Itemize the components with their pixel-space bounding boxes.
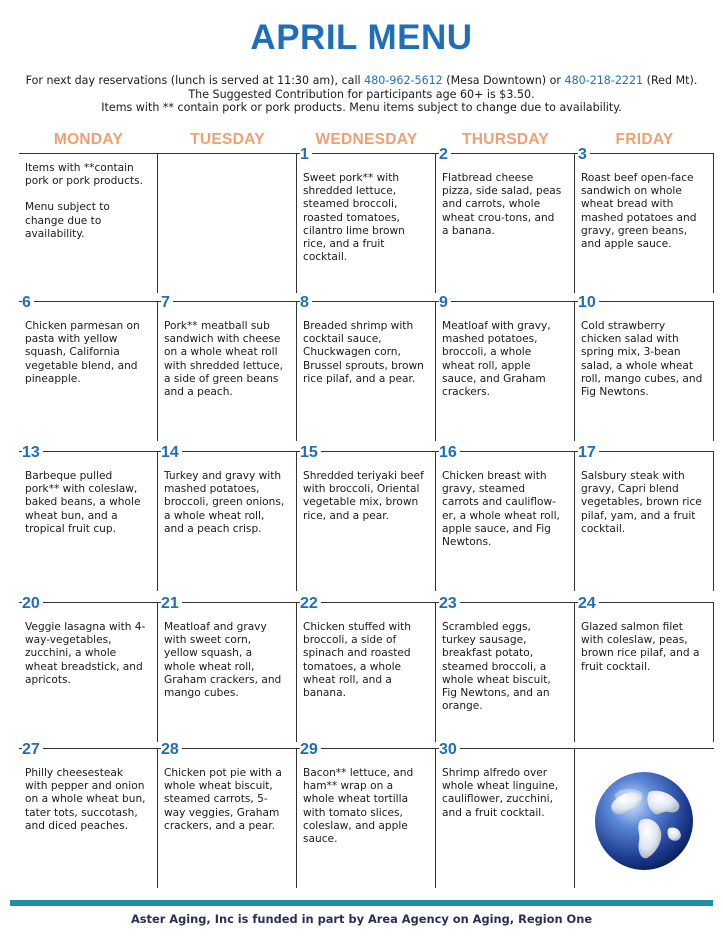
- day-menu: Salsbury steak with gravy, Capri blend vegetables, brown rice pilaf, yam, and a fruit cocktail.: [581, 470, 702, 535]
- day-menu: Turkey and gravy with mashed potatoes, broccoli, green onions, a whole wheat roll, and a peach crisp.: [164, 470, 285, 535]
- day-cell-23: [436, 597, 575, 743]
- day-menu: Bacon** lettuce, and ham** wrap on a whole wheat tortilla with tomato slices, coleslaw, and apple sauce.: [303, 767, 414, 846]
- phone-mesa-link[interactable]: 480-962-5612: [364, 74, 443, 87]
- day-cell-3: [575, 148, 714, 294]
- day-number: 9: [439, 294, 451, 312]
- day-cell-1: [297, 148, 436, 294]
- day-number: 21: [161, 595, 182, 613]
- day-menu: Veggie lasagna with 4-way-vegetables, zucchini, a whole wheat breadstick, and apricots.: [25, 621, 146, 686]
- day-menu: Cold strawberry chicken salad with spring mix, 3-bean salad, a whole wheat roll, mango cubes, and Fig Newtons.: [581, 320, 703, 399]
- day-number: 1: [300, 146, 312, 164]
- cell-divider: [713, 451, 714, 591]
- day-menu: Philly cheesesteak with pepper and onion on a whole wheat bun, tater tots, succotash, and diced peaches.: [25, 767, 146, 832]
- day-menu: Flatbread cheese pizza, side salad, peas and carrots, whole wheat crou-tons, and a banana.: [442, 172, 562, 237]
- cell-divider: [713, 301, 714, 441]
- day-cell-29: [297, 743, 436, 889]
- empty-day-cell: [158, 148, 297, 294]
- day-menu: Scrambled eggs, turkey sausage, breakfast potato, steamed broccoli, a whole wheat biscuit, Fig Newtons, and an orange.: [442, 621, 551, 713]
- cell-divider: [713, 602, 714, 742]
- day-number: 29: [300, 741, 321, 759]
- day-cell-27: [19, 743, 158, 889]
- day-menu: Roast beef open-face sandwich on whole wheat bread with mashed potatoes and gravy, green beans, and apple sauce.: [581, 172, 697, 251]
- day-number: 22: [300, 595, 321, 613]
- day-menu: Meatloaf and gravy with sweet corn, yellow squash, a whole wheat roll, Graham crackers, and mango cubes.: [164, 621, 282, 700]
- footer-text: Aster Aging, Inc is funded in part by Area Agency on Aging, Region One: [130, 912, 593, 926]
- day-cell-22: [297, 597, 436, 743]
- day-number: 30: [439, 741, 460, 759]
- day-number: 2: [439, 146, 451, 164]
- cell-rule: [158, 153, 297, 154]
- weekday-friday: FRIDAY: [615, 131, 674, 148]
- cell-rule: [575, 153, 714, 154]
- day-number: 23: [439, 595, 460, 613]
- cell-rule: [436, 301, 575, 302]
- weekday-monday: MONDAY: [53, 131, 124, 148]
- day-menu: Shrimp alfredo over whole wheat linguine, cauliflower, zucchini, and a fruit cocktail.: [442, 767, 559, 819]
- day-number: 28: [161, 741, 182, 759]
- day-cell-24: [575, 597, 714, 743]
- day-cell-10: [575, 296, 714, 442]
- reservation-mid: (Mesa Downtown) or: [442, 74, 565, 87]
- cell-rule: [575, 748, 714, 749]
- weekday-wednesday: WEDNESDAY: [315, 131, 418, 148]
- pork-notice-line: Items with ** contain pork or pork products. Menu items subject to change due to availability.: [101, 101, 622, 114]
- day-number: 16: [439, 444, 460, 462]
- day-cell-17: [575, 446, 714, 592]
- cell-divider: [713, 153, 714, 293]
- day-menu: Barbeque pulled pork** with coleslaw, baked beans, a whole wheat bun, and a tropical fruit cup.: [25, 470, 141, 535]
- cell-rule: [297, 153, 436, 154]
- day-cell-20: [19, 597, 158, 743]
- day-number: 3: [578, 146, 590, 164]
- intro-text: [10, 74, 713, 115]
- reservation-suffix: (Red Mt).: [643, 74, 698, 87]
- cell-rule: [19, 153, 158, 154]
- day-number: 17: [578, 444, 599, 462]
- day-cell-2: [436, 148, 575, 294]
- day-cell-21: [158, 597, 297, 743]
- notice-para-1: Items with **contain pork or pork products.: [25, 162, 143, 188]
- day-menu: Chicken pot pie with a whole wheat biscuit, steamed carrots, 5-way veggies, Graham crackers, and a pear.: [164, 767, 282, 832]
- day-cell-6: [19, 296, 158, 442]
- day-menu: Sweet pork** with shredded lettuce, steamed broccoli, roasted tomatoes, cilantro lime brown rice, and a fruit cocktail.: [303, 172, 405, 264]
- reservation-line: [10, 74, 713, 88]
- notice-para-2: Menu subject to change due to availability.: [25, 201, 110, 240]
- day-menu: Breaded shrimp with cocktail sauce, Chuckwagen corn, Brussel sprouts, brown rice pilaf, and a pear.: [303, 320, 424, 385]
- day-menu: Shredded teriyaki beef with broccoli, Oriental vegetable mix, brown rice, and a pear.: [303, 470, 424, 522]
- day-menu: Chicken breast with gravy, steamed carrots and cauliflow-er, a whole wheat roll, apple sauce, and Fig Newtons.: [442, 470, 560, 549]
- day-menu: Chicken parmesan on pasta with yellow squash, California vegetable blend, and pineapple.: [25, 320, 140, 385]
- footer-bar: [10, 900, 713, 906]
- day-number: 13: [22, 444, 43, 462]
- notice-cell: [19, 148, 158, 294]
- day-number: 14: [161, 444, 182, 462]
- day-cell-13: [19, 446, 158, 592]
- cell-rule: [436, 153, 575, 154]
- day-cell-30: [436, 743, 575, 889]
- cell-rule: [158, 301, 297, 302]
- phone-redmt-link[interactable]: 480-218-2221: [564, 74, 644, 87]
- day-cell-8: [297, 296, 436, 442]
- globe-icon: [593, 770, 695, 872]
- notice-spacer: [25, 188, 147, 201]
- day-cell-28: [158, 743, 297, 889]
- weekday-thursday: THURSDAY: [461, 131, 550, 148]
- weekday-tuesday: TUESDAY: [190, 131, 265, 148]
- day-menu: Glazed salmon filet with coleslaw, peas, brown rice pilaf, and a fruit cocktail.: [581, 621, 700, 673]
- day-cell-9: [436, 296, 575, 442]
- day-number: 6: [22, 294, 34, 312]
- cell-rule: [19, 301, 158, 302]
- day-number: 15: [300, 444, 321, 462]
- day-number: 8: [300, 294, 312, 312]
- day-cell-15: [297, 446, 436, 592]
- reservation-prefix: For next day reservations (lunch is served at 11:30 am), call: [25, 74, 365, 87]
- day-cell-16: [436, 446, 575, 592]
- day-number: 27: [22, 741, 43, 759]
- contribution-line: The Suggested Contribution for participants age 60+ is $3.50.: [188, 87, 535, 101]
- day-cell-7: [158, 296, 297, 442]
- day-menu: Pork** meatball sub sandwich with cheese on a whole wheat roll with shredded lettuce, a side of green beans and a peach.: [164, 320, 283, 399]
- cell-rule: [297, 301, 436, 302]
- day-menu: Chicken stuffed with broccoli, a side of spinach and roasted tomatoes, a whole wheat roll, and a banana.: [303, 621, 412, 700]
- notice-text: [25, 162, 147, 241]
- day-number: 20: [22, 595, 43, 613]
- day-number: 7: [161, 294, 173, 312]
- day-number: 24: [578, 595, 599, 613]
- day-cell-14: [158, 446, 297, 592]
- day-menu: Meatloaf with gravy, mashed potatoes, broccoli, a whole wheat roll, apple sauce, and Graham crackers.: [442, 320, 551, 399]
- page-title: APRIL MENU: [250, 18, 473, 57]
- day-number: 10: [578, 294, 599, 312]
